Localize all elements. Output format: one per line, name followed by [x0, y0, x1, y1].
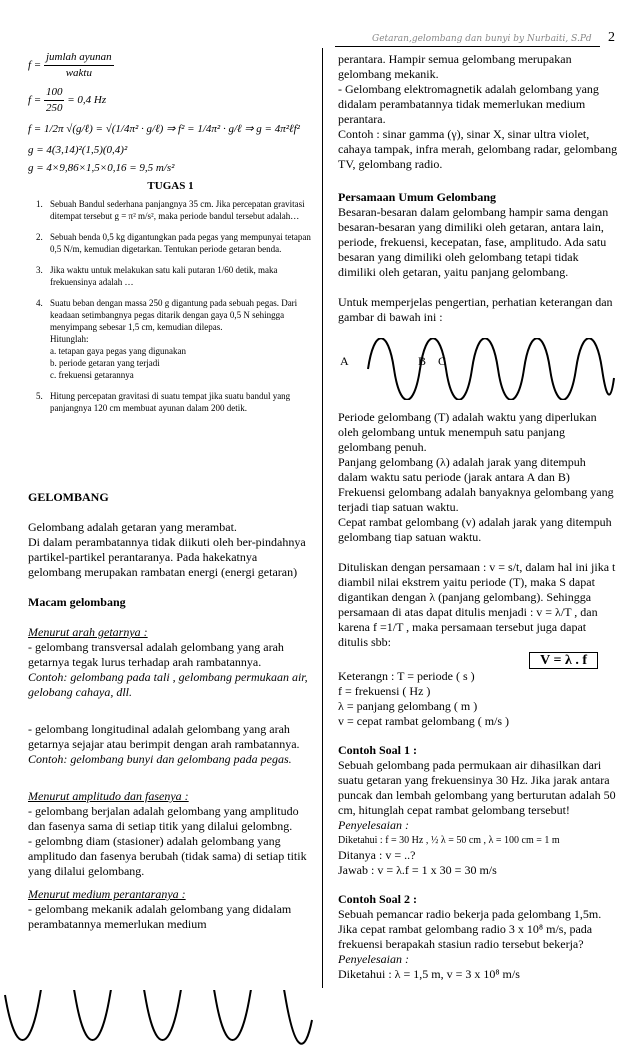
- left-equations: [28, 50, 313, 176]
- amplitudo-title: Menurut amplitudo dan fasenya :: [28, 789, 189, 803]
- keterangan-f: f = frekuensi ( Hz ): [338, 684, 431, 698]
- diketahui1-text: Diketahui : f = 30 Hz , ½ λ = 50 cm , λ = 100 cm = 1 m: [338, 835, 560, 846]
- penyelesaian2-label: Penyelesaian :: [338, 952, 409, 966]
- wave-label-b: B: [418, 354, 427, 368]
- equation-pendulum-derivation: f = 1/2π √(g/ℓ) = √(1/4π² · g/ℓ) ⇒ f² = 1/4π² · g/ℓ ⇒ g = 4π²ℓf²: [28, 123, 300, 135]
- elektromagnetik-text: - Gelombang elektromagnetik adalah gelombang yang didalam perambatannya tidak memerlukan medium perantara.: [338, 82, 599, 126]
- diam-text: - gelombng diam (stasioner) adalah gelombang yang amplitudo dan fasenya berubah (tidak sama) di setiap titik yang dilalui gelombang.: [28, 834, 307, 878]
- wave-path: [368, 338, 614, 400]
- gelombang-title: GELOMBANG: [28, 490, 109, 504]
- jawab1-text: Jawab : v = λ.f = 1 x 30 = 30 m/s: [338, 863, 497, 877]
- persamaan-text: Besaran-besaran dalam gelombang hampir sama dengan besaran-besaran yang dimiliki oleh getaran, antara lain, periode, frekuensi, kecepatan, fase, amplitudo. Ada satu besaran yang dimiliki oleh gelombang tetapi tidak dimiliki oleh getaran, yaitu panjang gelombang.: [338, 205, 609, 279]
- soal1-text: Sebuah gelombang pada permukaan air dihasilkan dari suatu getaran yang frekuensinya 30 Hz. Jika jarak antara puncak dan lembah gelombang yang berturutan adalah 50 cm, hitunglah cepat rambat gelombang tersebut!: [338, 758, 616, 817]
- gelombang-description: Di dalam perambatannya tidak diikuti oleh ber-pindahnya partikel-partikel perantaranya. Pada hakekatnya gelombang merupakan rambatan energi (energi getaran): [28, 535, 306, 579]
- periode-text: Periode gelombang (T) adalah waktu yang diperlukan oleh gelombang untuk menempuh satu panjang gelombang penuh.: [338, 410, 597, 454]
- page-header: Getaran,gelombang dan bunyi by Nurbaiti, S.Pd: [372, 34, 592, 44]
- ditanya1-text: Ditanya : v = ..?: [338, 848, 416, 862]
- page-number: 2: [608, 30, 615, 45]
- column-divider: [322, 48, 323, 988]
- cepat-text: Cepat rambat gelombang (v) adalah jarak yang ditempuh gelombang tiap satuan waktu.: [338, 515, 612, 544]
- right-definitions: [338, 410, 618, 982]
- mekanik-text: - gelombang mekanik adalah gelombang yang didalam perambatannya memerlukan medium: [28, 902, 292, 931]
- longitudinal-text: - gelombang longitudinal adalah gelombang yang arah getarnya sejajar atau berimpit dengan arah rambatannya.: [28, 722, 300, 751]
- frekuensi-text: Frekuensi gelombang adalah banyaknya gelombang yang terjadi tiap satuan waktu.: [338, 485, 614, 514]
- persamaan-title: Persamaan Umum Gelombang: [338, 190, 496, 204]
- berjalan-text: - gelombang berjalan adalah gelombang yang amplitudo dan fasenya sama di setiap titik yang dilalui gelombng.: [28, 804, 299, 833]
- untuk-text: Untuk memperjelas pengertian, perhatian keterangan dan gambar di bawah ini :: [338, 295, 613, 324]
- contoh-longitudinal: Contoh: gelombang bunyi dan gelombang pada pegas.: [28, 752, 292, 766]
- tugas-item: 2. Sebuah benda 0,5 kg digantungkan pada pegas yang mempunyai tetapan 0,5 N/m, kemudian digetarkan. Tentukan periode getaran benda.: [36, 232, 311, 254]
- transversal-text: - gelombang transversal adalah gelombang yang arah getarnya tegak lurus terhadap arah rambatannya.: [28, 640, 284, 669]
- wave-path: [5, 990, 312, 1044]
- keterangan-lambda: λ = panjang gelombang ( m ): [338, 699, 478, 713]
- wave-label-c: C: [438, 354, 447, 368]
- soal1-title: Contoh Soal 1 :: [338, 743, 418, 757]
- mekanik-continuation: perantara. Hampir semua gelombang merupakan gelombang mekanik.: [338, 52, 572, 81]
- wave-figure: [338, 338, 608, 398]
- bottom-wave-illustration: [0, 990, 315, 1051]
- equation-frequency-value: f = $\frac{100}{250}$ = 0,4 Hz: [28, 86, 107, 114]
- medium-title: Menurut medium perantaranya :: [28, 887, 186, 901]
- gelombang-definition: Gelombang adalah getaran yang merambat.: [28, 520, 237, 534]
- penyelesaian1-label: Penyelesaian :: [338, 818, 409, 832]
- tugas-item: 3. Jika waktu untuk melakukan satu kali putaran 1/60 detik, maka frekuensinya adalah …: [36, 265, 278, 287]
- panjang-text: Panjang gelombang (λ) adalah jarak yang ditempuh dalam waktu satu periode (jarak antara A dan B): [338, 455, 586, 484]
- soal2-text: Sebuah pemancar radio bekerja pada gelombang 1,5m. Jika cepat rambat gelombang radio 3 x 10⁸ m/s, pada frekuensi berapakah stasiun radio tersebut bekerja?: [338, 907, 602, 951]
- keterangan-v: v = cepat rambat gelombang ( m/s ): [338, 714, 510, 728]
- tugas-item: 4. Suatu beban dengan massa 250 g digantung pada sebuah pegas. Dari keadaan setimbangnya pegas ditarik dengan gaya 0,5 N sehingga menyimpang sebesar 1,5 cm, kemudian dilepas. Hitunglah: a. tetapan gaya pegas yang digunakan b. periode getaran yang terjadi c. frekuensi getarannya: [36, 298, 298, 380]
- diketahui2-text: Diketahui : λ = 1,5 m, v = 3 x 10⁸ m/s: [338, 967, 520, 981]
- tugas-item: 1. Sebuah Bandul sederhana panjangnya 35 cm. Jika percepatan gravitasi ditempat tersebut g = π² m/s², maka periode bandul tersebut adalah…: [36, 199, 305, 221]
- gelombang-section: [28, 490, 313, 932]
- tugas-item: 5. Hitung percepatan gravitasi di suatu tempat jika suatu bandul yang panjangnya 120 cm membuat ayunan dalam 200 detik.: [36, 391, 291, 413]
- equation-g-substitution: g = 4(3,14)²(1,5)(0,4)²: [28, 144, 128, 156]
- dituliskan-text: Dituliskan dengan persamaan : v = s/t, dalam hal ini jika t diambil nilai ekstrem yaitu periode (T), maka S dapat digantikan dengan λ (panjang gelombang). Sehingga persamaan di atas dapat ditulis menjadi : v = λ/T , dan karena f =1/T , maka persamaan tersebut juga dapat ditulis sbb:: [338, 560, 616, 649]
- elektromagnetik-contoh: Contoh : sinar gamma (γ), sinar X, sinar ultra violet, cahaya tampak, infra merah, gelombang radar, gelombang TV, gelombang radio.: [338, 127, 618, 171]
- tugas-list: [28, 198, 313, 423]
- equation-frequency-definition: f = $\frac{\text{jumlah ayunan}}{\text{waktu}}$: [28, 51, 112, 79]
- wave-curve: [366, 338, 616, 400]
- header-rule: [335, 46, 600, 47]
- v-formula-box: V = λ . f: [529, 652, 598, 669]
- tugas-title: TUGAS 1: [147, 180, 194, 192]
- keterangan-t: Keterangn : T = periode ( s ): [338, 669, 475, 683]
- arah-title: Menurut arah getarnya :: [28, 625, 148, 639]
- macam-title: Macam gelombang: [28, 595, 126, 609]
- equation-g-result: g = 4×9,86×1,5×0,16 = 9,5 m/s²: [28, 162, 175, 174]
- wave-label-a: A: [340, 354, 349, 368]
- right-top-section: [338, 52, 618, 325]
- soal2-title: Contoh Soal 2 :: [338, 892, 418, 906]
- contoh-transversal: Contoh: gelombang pada tali , gelombang permukaan air, gelobang cahaya, dll.: [28, 670, 308, 699]
